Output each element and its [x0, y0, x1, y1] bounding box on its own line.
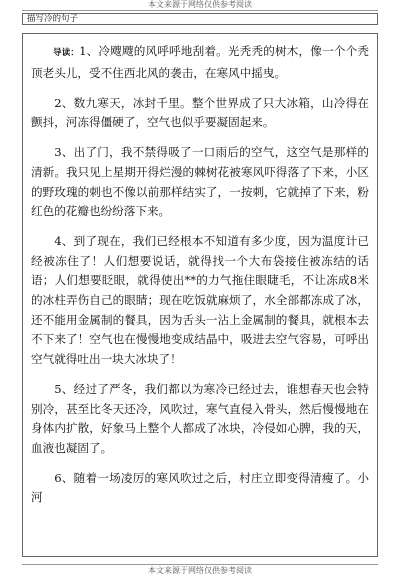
content-box	[22, 33, 378, 557]
footer-note: 本文来源于网络仅供参考阅读	[148, 566, 252, 575]
paragraph-1-text: 1、冷飕飕的风呼呼地刮着。光秃秃的树木，像一个个秃顶老头儿，受不住西北风的袭击，在寒风中摇曳。	[31, 44, 369, 80]
paragraph-3: 3、出了门，我不禁得吸了一口雨后的空气，这空气是那样的清新。我只见上星期开得烂漫的棘树花被寒风吓得落了下来，小区的野玫瑰的刺也不像以前那样结实了，一按刺，它就掉了下来，粉红色的花瓣也纷纷落下来。	[31, 145, 369, 219]
paragraph-2: 2、数九寒天，冰封千里。整个世界成了只大冰箱，山冷得在颤抖，河冻得僵硬了，空气也似乎要凝固起来。	[31, 95, 369, 130]
paragraph-6: 6、随着一场凌厉的寒风吹过之后，村庄立即变得清瘦了。小河	[31, 470, 369, 505]
paragraph-4: 4、到了现在，我们已经根本不知道有多少度，因为温度计已经被冻住了！人们想要说话，就得找一个大布袋接住被冻结的话语；人们想要眨眼，就得使出**的力气拖住眼睫毛，不让冻成8米的冰柱弄伤自己的眼睛；现在吃饭就麻烦了，水全部都冻成了冰，还不能用金属制的餐具，因为舌头一沾上金属制的餐具，就根本去不下来了！空气也在慢慢地变成结晶中，吸进去空气容易，可呼出空气就得吐出一块大冰块了！	[31, 234, 369, 366]
header-note: 本文来源于网络仅供参考阅读	[148, 0, 252, 9]
document-title: 描写冷的句子	[22, 13, 378, 25]
header-rule	[22, 10, 378, 11]
paragraph-1	[31, 42, 369, 83]
lead-label: 导读：	[53, 48, 80, 58]
paragraph-5: 5、经过了严冬，我们都以为寒冷已经过去，谁想春天也会特别冷，甚至比冬天还冷，风吹过，寒气直侵入骨头，然后慢慢地在身体内扩散，好象马上整个人都成了冰块，冷侵如心脾，我的天，血液也凝固了。	[31, 381, 369, 455]
